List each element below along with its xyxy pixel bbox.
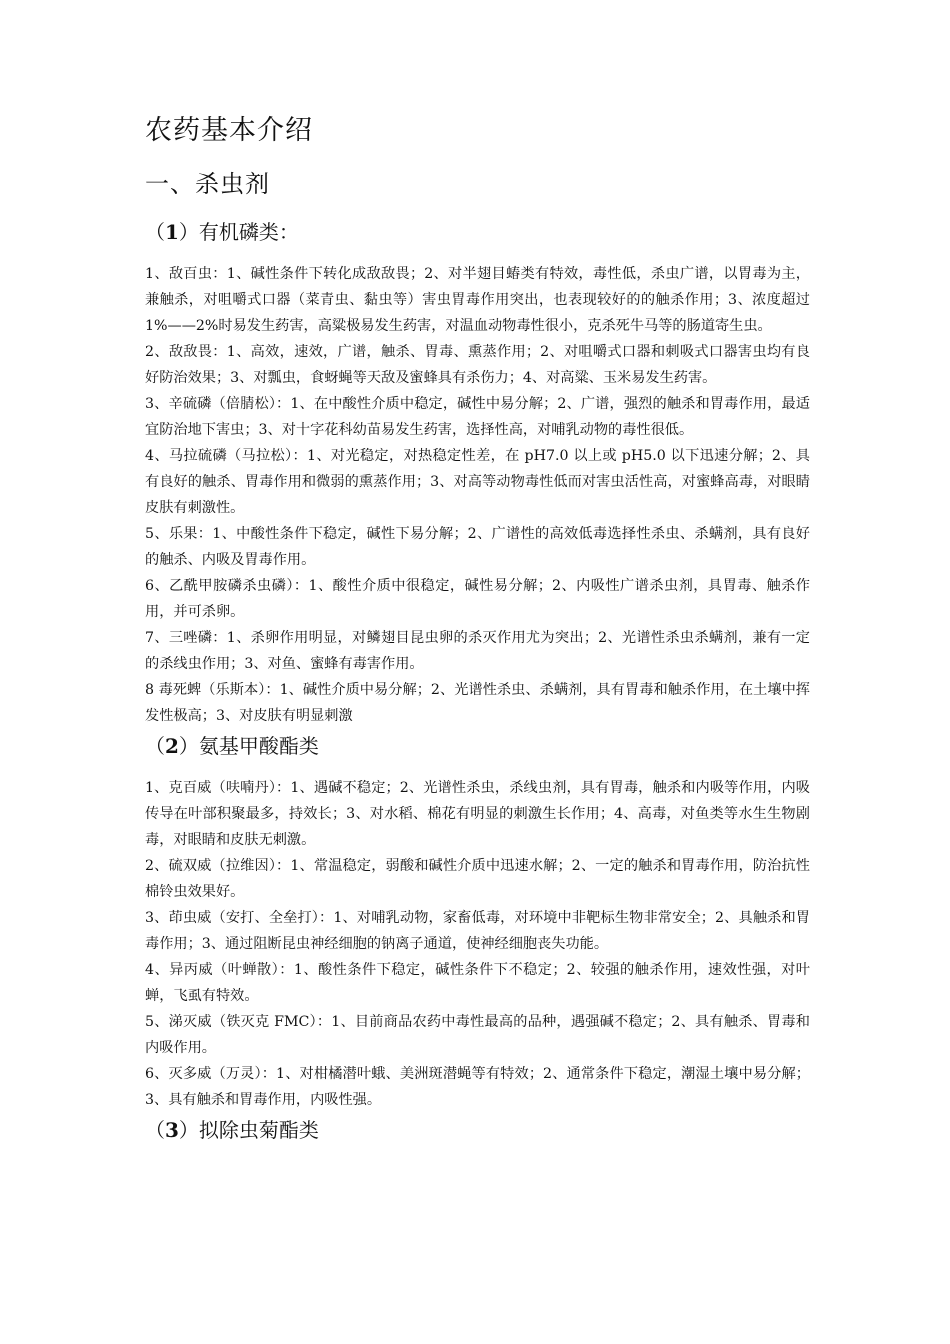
section-title-insecticide: 一、杀虫剂 [145, 170, 270, 198]
subsection-label: ）拟除虫菊酯类 [178, 1118, 319, 1142]
paragraph-item: 3、茚虫威（安打、全垒打）：1、对哺乳动物，家畜低毒，对环境中非靶标生物非常安全；2、具触杀和胃毒作用；3、通过阻断昆虫神经细胞的钠离子通道，使神经细胞丧失功能。 [145, 910, 810, 952]
paragraph-item: 2、硫双威（拉维因）：1、常温稳定，弱酸和碱性介质中迅速水解；2、一定的触杀和胃毒作用，防治抗性棉铃虫效果好。 [145, 858, 810, 900]
subsection-number: 3 [165, 1118, 179, 1142]
paragraph-item: 6、灭多威（万灵）：1、对柑橘潜叶蛾、美洲斑潜蝇等有特效；2、通常条件下稳定，潮湿土壤中易分解；3、具有触杀和胃毒作用，内吸性强。 [145, 1066, 810, 1108]
paragraph-item: 6、乙酰甲胺磷杀虫磷）：1、酸性介质中很稳定，碱性易分解；2、内吸性广谱杀虫剂，具胃毒、触杀作用，并可杀卵。 [145, 578, 810, 620]
paragraph-item: 4、马拉硫磷（马拉松）：1、对光稳定，对热稳定性差，在 pH7.0 以上或 pH5.0 以下迅速分解；2、具有良好的触杀、胃毒作用和微弱的熏蒸作用；3、对高等动物毒性低而对害虫活性高，对蜜蜂高毒，对眼睛皮肤有刺激性。 [145, 448, 810, 516]
group-pyrethroids [145, 1113, 810, 1147]
subsection-title [145, 1113, 810, 1147]
paragraph-item: 2、敌敌畏：1、高效，速效，广谱，触杀、胃毒、熏蒸作用；2、对咀嚼式口器和刺吸式口器害虫均有良好防治效果；3、对瓢虫，食蚜蝇等天敌及蜜蜂具有杀伤力；4、对高粱、玉米易发生药害。 [145, 344, 810, 386]
subsection-open-bracket: （ [145, 220, 165, 244]
subsection-title [145, 215, 810, 249]
subsection-open-bracket: （ [145, 734, 165, 758]
paragraph-item: 3、辛硫磷（倍腈松）：1、在中酸性介质中稳定，碱性中易分解；2、广谱，强烈的触杀和胃毒作用，最适宜防治地下害虫；3、对十字花科幼苗易发生药害，选择性高，对哺乳动物的毒性很低。 [145, 396, 810, 438]
document-title: 农药基本介绍 [145, 115, 313, 146]
subsection-title [145, 729, 810, 763]
paragraph-item: 1、克百威（呋喃丹）：1、遇碱不稳定；2、光谱性杀虫，杀线虫剂，具有胃毒，触杀和内吸等作用，内吸传导在叶部积聚最多，持效长；3、对水稻、棉花有明显的刺激生长作用；4、高毒，对鱼类等水生生物剧毒，对眼睛和皮肤无刺激。 [145, 780, 810, 848]
subsection-label: ）氨基甲酸酯类 [178, 734, 319, 758]
paragraph-item: 7、三唑磷：1、杀卵作用明显，对鳞翅目昆虫卵的杀灭作用尤为突出；2、光谱性杀虫杀螨剂，兼有一定的杀线虫作用；3、对鱼、蜜蜂有毒害作用。 [145, 630, 810, 672]
group-carbamates [145, 729, 810, 1113]
subsection-number: 1 [165, 220, 179, 244]
subsection-open-bracket: （ [145, 1118, 165, 1142]
paragraph-item: 1、敌百虫：1、碱性条件下转化成敌敌畏；2、对半翅目蝽类有特效，毒性低，杀虫广谱，以胃毒为主，兼触杀，对咀嚼式口器（菜青虫、黏虫等）害虫胃毒作用突出，也表现较好的的触杀作用；3、浓度超过 1%——2%时易发生药害，高粱极易发生药害，对温血动物毒性很小，克杀死牛马等的肠道寄生虫。 [145, 266, 810, 334]
paragraph-item: 8 毒死蜱（乐斯本）：1、碱性介质中易分解；2、光谱性杀虫、杀螨剂，具有胃毒和触杀作用，在土壤中挥发性极高；3、对皮肤有明显刺激 [145, 682, 810, 724]
subsection-label: ）有机磷类： [178, 220, 299, 244]
group-organophosphates [145, 215, 810, 729]
paragraph-item: 4、异丙威（叶蝉散）：1、酸性条件下稳定，碱性条件下不稳定；2、较强的触杀作用，速效性强，对叶蝉，飞虱有特效。 [145, 962, 810, 1004]
paragraph-item: 5、涕灭威（铁灭克 FMC）：1、目前商品农药中毒性最高的品种，遇强碱不稳定；2、具有触杀、胃毒和内吸作用。 [145, 1014, 810, 1056]
paragraph-item: 5、乐果：1、中酸性条件下稳定，碱性下易分解；2、广谱性的高效低毒选择性杀虫、杀螨剂，具有良好的触杀、内吸及胃毒作用。 [145, 526, 810, 568]
subsection-number: 2 [165, 734, 179, 758]
document-page [145, 112, 810, 1159]
